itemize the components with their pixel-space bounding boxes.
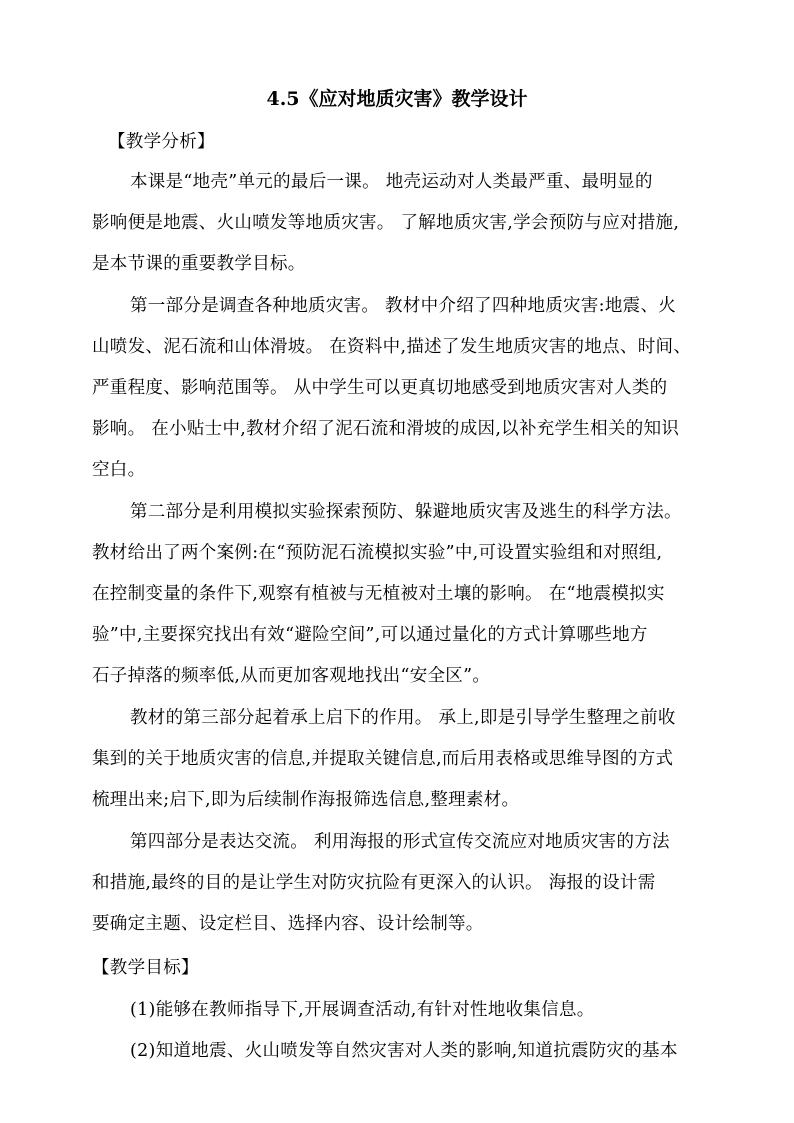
paragraph-line: 影响。 在小贴士中,教材介绍了泥石流和滑坡的成因,以补充学生相关的知识 bbox=[92, 419, 680, 439]
section-heading-goals: 【教学目标】 bbox=[92, 958, 199, 978]
paragraph-line: 在控制变量的条件下,观察有植被与无植被对土壤的影响。 在“地震模拟实 bbox=[92, 584, 665, 604]
document-title: 4.5《应对地质灾害》教学设计 bbox=[266, 88, 528, 110]
paragraph-line: 要确定主题、设定栏目、选择内容、设计绘制等。 bbox=[92, 914, 484, 934]
paragraph-line: 验”中,主要探究找出有效“避险空间”,可以通过量化的方式计算哪些地方 bbox=[92, 625, 648, 645]
paragraph-line: 影响便是地震、火山喷发等地质灾害。 了解地质灾害,学会预防与应对措施, bbox=[92, 213, 680, 233]
goal-item: (2)知道地震、火山喷发等自然灾害对人类的影响,知道抗震防灾的基本 bbox=[130, 1041, 678, 1061]
paragraph-line: 梳理出来;启下,即为后续制作海报筛选信息,整理素材。 bbox=[92, 790, 520, 810]
goal-item: (1)能够在教师指导下,开展调查活动,有针对性地收集信息。 bbox=[130, 1000, 595, 1020]
paragraph-line: 第四部分是表达交流。 利用海报的形式宣传交流应对地质灾害的方法 bbox=[130, 832, 670, 852]
paragraph-line: 空白。 bbox=[92, 460, 146, 480]
paragraph-line: 和措施,最终的目的是让学生对防灾抗险有更深入的认识。 海报的设计需 bbox=[92, 873, 656, 893]
paragraph-line: 石子掉落的频率低,从而更加客观地找出“安全区”。 bbox=[92, 666, 491, 686]
paragraph-line: 本课是“地壳”单元的最后一课。 地壳运动对人类最严重、最明显的 bbox=[130, 172, 653, 192]
paragraph-line: 第一部分是调查各种地质灾害。 教材中介绍了四种地质灾害:地震、火 bbox=[130, 296, 677, 316]
paragraph-line: 教材的第三部分起着承上启下的作用。 承上,即是引导学生整理之前收 bbox=[130, 708, 676, 728]
paragraph-line: 第二部分是利用模拟实验探索预防、躲避地质灾害及逃生的科学方法。 bbox=[130, 502, 682, 522]
paragraph-line: 山喷发、泥石流和山体滑坡。 在资料中,描述了发生地质灾害的地点、时间、 bbox=[92, 337, 692, 357]
section-heading-analysis: 【教学分析】 bbox=[108, 132, 215, 152]
paragraph-line: 教材给出了两个案例:在“预防泥石流模拟实验”中,可设置实验组和对照组, bbox=[92, 543, 663, 563]
paragraph-line: 集到的关于地质灾害的信息,并提取关键信息,而后用表格或思维导图的方式 bbox=[92, 749, 674, 769]
paragraph-line: 是本节课的重要教学目标。 bbox=[92, 254, 306, 274]
paragraph-line: 严重程度、影响范围等。 从中学生可以更真切地感受到地质灾害对人类的 bbox=[92, 378, 668, 398]
